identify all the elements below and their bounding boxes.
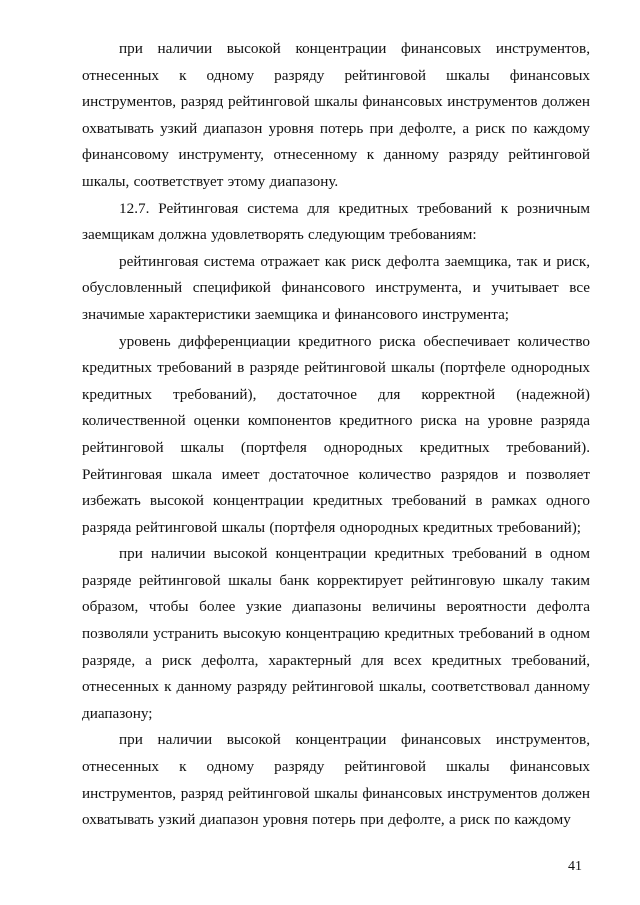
paragraph-risk-differentiation: уровень дифференциации кредитного риска обеспечивает количество кредитных требований в разряде рейтинговой шкалы (портфеле однородных кредитных требований), достаточное для корректной (надежной) количественной оценки компонентов кредитного риска на уровне разряда рейтинговой шкалы (портфеля однородных кредитных требований). Рейтинговая шкала имеет достаточное количество разрядов и позволяет избежать высокой концентрации кредитных требований в рамках одного разряда рейтинговой шкалы (портфеля однородных кредитных требований); xyxy=(82,332,590,536)
page-number: 41 xyxy=(568,859,582,874)
paragraph-section-12-7: 12.7. Рейтинговая система для кредитных требований к розничным заемщикам должна удовлетворять следующим требованиям: xyxy=(82,199,590,244)
paragraph-continuation-concentration: при наличии высокой концентрации финансовых инструментов, отнесенных к одному разряду рейтинговой шкалы финансовых инструментов, разряд рейтинговой шкалы финансовых инструментов должен охватывать узкий диапазон уровня потерь при дефолте, а риск по каждому финансовому инструменту, отнесенному к данному разряду рейтинговой шкалы, соответствует этому диапазону. xyxy=(82,40,590,190)
document-body xyxy=(82,36,590,834)
paragraph-rating-system-risk: рейтинговая система отражает как риск дефолта заемщика, так и риск, обусловленный спецификой финансового инструмента, и учитывает все значимые характеристики заемщика и финансового инструмента; xyxy=(82,252,590,323)
paragraph-credit-concentration: при наличии высокой концентрации кредитных требований в одном разряде рейтинговой шкалы банк корректирует рейтинговую шкалу таким образом, чтобы более узкие диапазоны величины вероятности дефолта позволяли устранить высокую концентрацию кредитных требований в одном разряде, а риск дефолта, характерный для всех кредитных требований, отнесенных к данному разряду рейтинговой шкалы, соответствовал данному диапазону; xyxy=(82,545,590,722)
paragraph-instrument-concentration: при наличии высокой концентрации финансовых инструментов, отнесенных к одному разряду рейтинговой шкалы финансовых инструментов, разряд рейтинговой шкалы финансовых инструментов должен охватывать узкий диапазон уровня потерь при дефолте, а риск по каждому xyxy=(82,731,590,829)
